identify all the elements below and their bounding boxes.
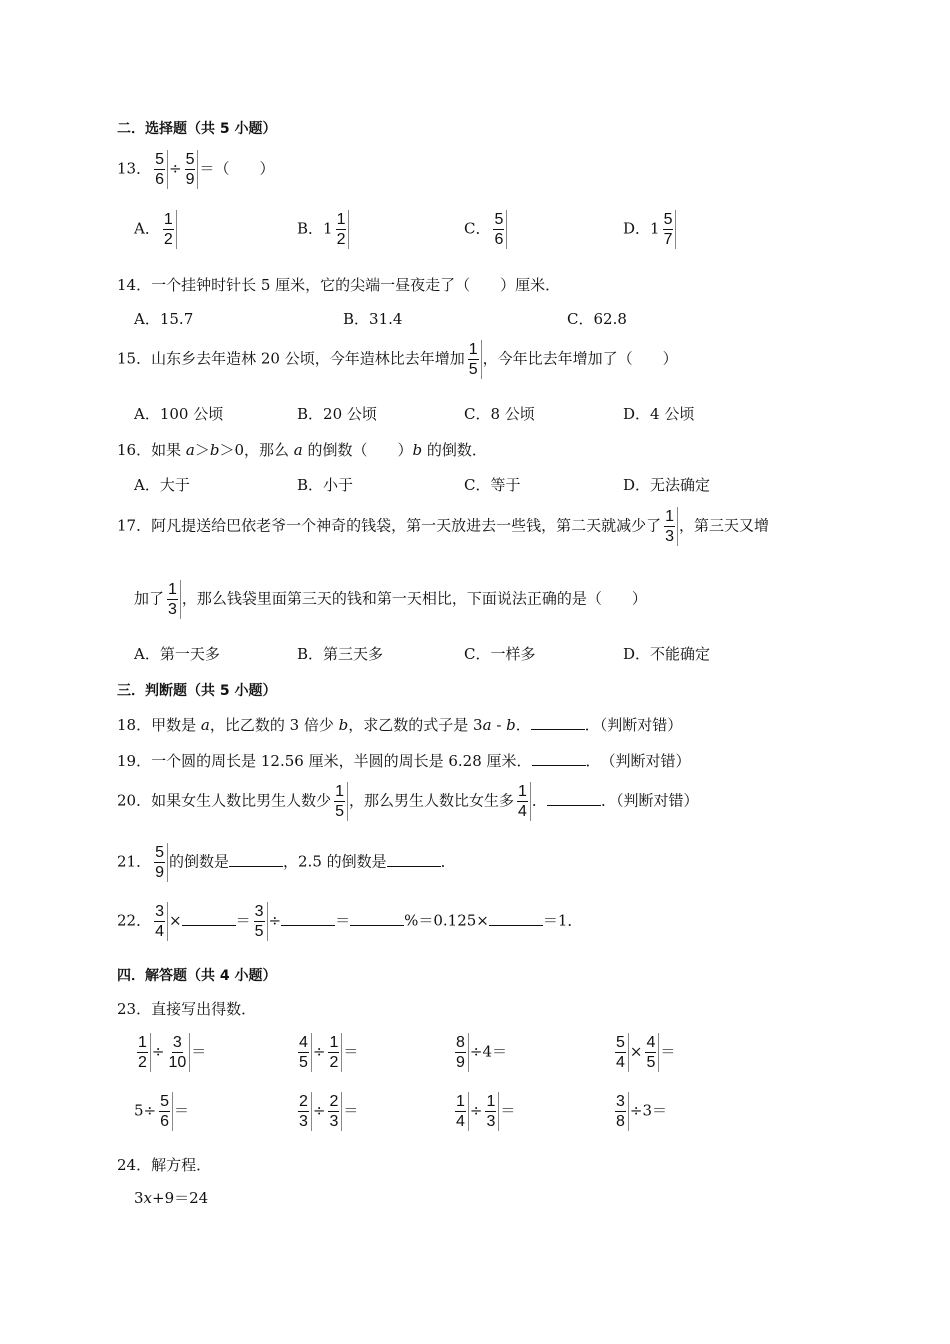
- option-b: B．第三天多: [297, 645, 384, 663]
- calc-item: $\frac{3}{8}$ ÷3＝: [612, 1092, 667, 1131]
- section-title-judge: 三．判断题（共 5 小题）: [117, 683, 277, 699]
- question-15: 15．山东乡去年造林 20 公顷，今年造林比去年增加 $\frac{1}{5}$ ，今年比去年增加了（ ）: [117, 341, 678, 378]
- option-c: C．62.8: [567, 310, 627, 328]
- answer-blank[interactable]: [547, 791, 601, 806]
- question-21: 21． $\frac{5}{9}$ 的倒数是 ，2.5 的倒数是 ．: [117, 844, 456, 881]
- fraction: $\frac{5}{9}$: [183, 150, 199, 189]
- fraction: $\frac{5}{6}$: [152, 150, 168, 189]
- option-b: B．31.4: [343, 310, 403, 328]
- option-c: C．8 公顷: [464, 405, 535, 423]
- section-title-answer: 四．解答题（共 4 小题）: [117, 968, 277, 984]
- option-a: A． $\frac{1}{2}$: [134, 210, 178, 249]
- section-title-choice: 二．选择题（共 5 小题）: [117, 121, 277, 137]
- option-a: A．第一天多: [134, 645, 220, 663]
- option-d: D．不能确定: [623, 645, 711, 663]
- option-b: B．20 公顷: [297, 405, 377, 423]
- option-b: B．1 $\frac{1}{2}$: [297, 210, 350, 249]
- question-24: 24．解方程．: [117, 1156, 212, 1174]
- question-17-line-2: 加了 $\frac{1}{3}$ ，那么钱袋里面第三天的钱和第一天相比，下面说法正确的是（ ）: [134, 581, 647, 618]
- fraction: $\frac{1}{5}$: [466, 340, 482, 379]
- fraction: $\frac{1}{3}$: [165, 580, 181, 619]
- option-c: C．一样多: [464, 645, 536, 663]
- question-19: 19．一个圆的周长是 12.56 厘米，半圆的周长是 6.28 厘米． ． （判断对错）: [117, 752, 691, 770]
- calc-item: $\frac{4}{5}$ ÷ $\frac{1}{2}$ ＝: [295, 1033, 358, 1072]
- question-13: 13． $\frac{5}{6}$ ÷ $\frac{5}{9}$ ＝（ ）: [117, 151, 275, 188]
- option-a: A．100 公顷: [134, 405, 224, 423]
- answer-blank[interactable]: [489, 911, 543, 926]
- option-a: A．15.7: [134, 310, 194, 328]
- question-16: 16．如果 a＞b＞0，那么 a 的倒数（ ）b 的倒数．: [117, 441, 487, 459]
- question-14: 14．一个挂钟时针长 5 厘米，它的尖端一昼夜走了（ ）厘米．: [117, 276, 561, 294]
- calc-item: $\frac{5}{4}$ × $\frac{4}{5}$ ＝: [612, 1033, 675, 1072]
- option-d: D．无法确定: [623, 476, 711, 494]
- fraction: $\frac{3}{4}$: [152, 902, 168, 941]
- question-18: 18．甲数是 a，比乙数的 3 倍少 b，求乙数的式子是 3a - b． ．（判断对错）: [117, 716, 683, 734]
- option-d: D．4 公顷: [623, 405, 695, 423]
- answer-blank[interactable]: [182, 911, 236, 926]
- question-number: 13．: [117, 159, 152, 178]
- option-c: C． $\frac{5}{6}$: [464, 210, 508, 249]
- option-d: D．1 $\frac{5}{7}$: [623, 210, 677, 249]
- equation: 3x+9＝24: [134, 1189, 209, 1207]
- option-c: C．等于: [464, 476, 521, 494]
- option-b: B．小于: [297, 476, 354, 494]
- answer-blank[interactable]: [281, 911, 335, 926]
- question-20: 20．如果女生人数比男生人数少 $\frac{1}{5}$ ，那么男生人数比女生多 $\frac{1}{4}$ ． ．（判断对错）: [117, 783, 699, 820]
- question-17-line-1: 17．阿凡提送给巴依老爷一个神奇的钱袋，第一天放进去一些钱，第二天就减少了 $\frac{1}{3}$ ，第三天又增: [117, 508, 770, 545]
- answer-blank[interactable]: [531, 715, 585, 730]
- answer-blank[interactable]: [387, 852, 441, 867]
- fraction: $\frac{1}{3}$: [662, 507, 678, 546]
- calc-item: $\frac{8}{9}$ ÷4＝: [452, 1033, 507, 1072]
- calc-item: $\frac{2}{3}$ ÷ $\frac{2}{3}$ ＝: [295, 1092, 358, 1131]
- calc-item: 5÷ $\frac{5}{6}$ ＝: [134, 1093, 190, 1130]
- option-a: A．大于: [134, 476, 190, 494]
- fraction: $\frac{1}{4}$: [515, 782, 531, 821]
- calc-item: $\frac{1}{4}$ ÷ $\frac{1}{3}$ ＝: [452, 1092, 515, 1131]
- answer-blank[interactable]: [532, 751, 586, 766]
- question-23: 23．直接写出得数．: [117, 1000, 257, 1018]
- answer-blank[interactable]: [229, 852, 283, 867]
- answer-blank[interactable]: [350, 911, 404, 926]
- calc-item: $\frac{1}{2}$ ÷ $\frac{3}{10}$ ＝: [134, 1033, 206, 1072]
- fraction: $\frac{3}{5}$: [252, 902, 268, 941]
- question-22: 22． $\frac{3}{4}$ × ＝ $\frac{3}{5}$ ÷ ＝ %＝0.125× ＝1．: [117, 903, 583, 940]
- fraction: $\frac{1}{5}$: [332, 782, 348, 821]
- fraction: $\frac{5}{9}$: [152, 843, 168, 882]
